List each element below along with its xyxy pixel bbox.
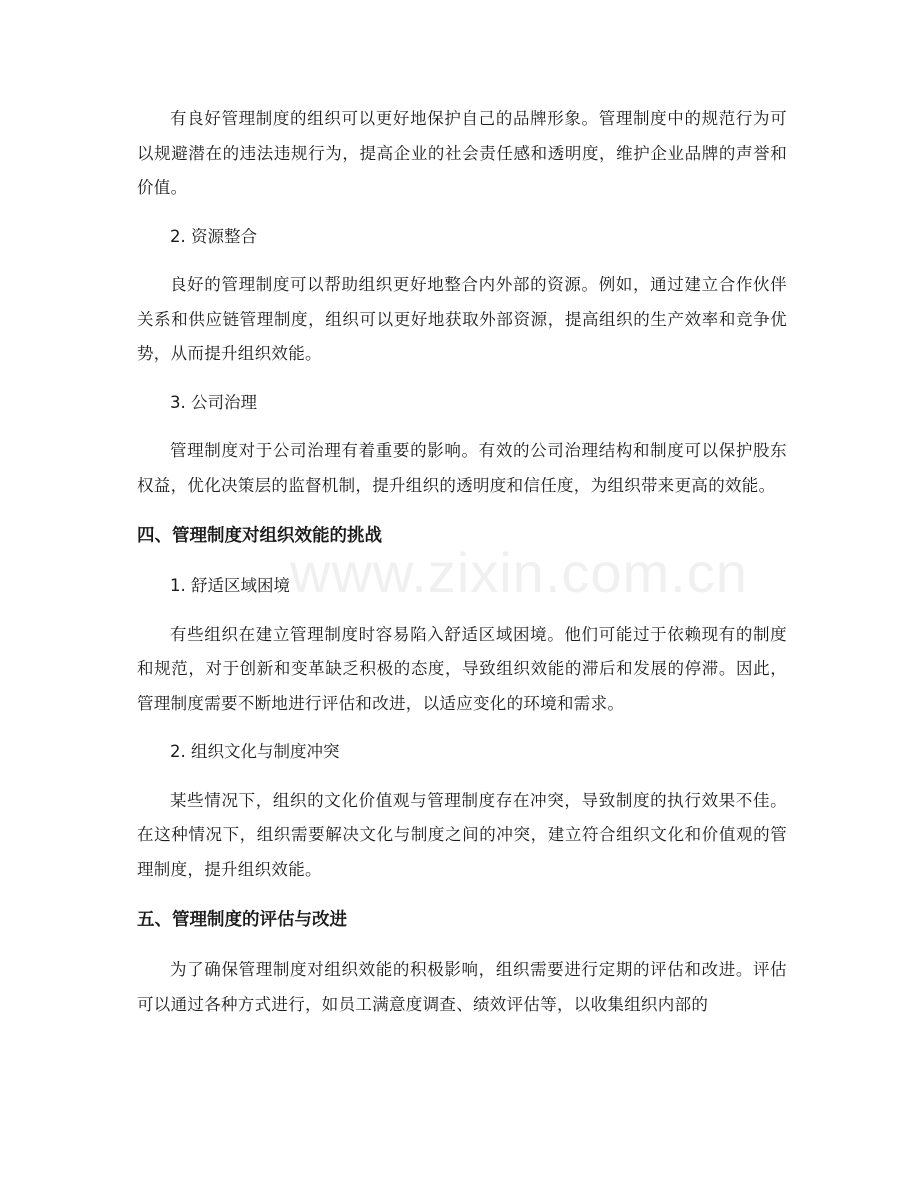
paragraph-comfort-zone: 有些组织在建立管理制度时容易陷入舒适区域困境。他们可能过于依赖现有的制度和规范，对于创新和变革缺乏积极的态度，导致组织效能的滞后和发展的停滞。因此，管理制度需要不断地进行评估和改进，以适应变化的环境和需求。 [137, 624, 787, 713]
paragraph-resource-integration: 良好的管理制度可以帮助组织更好地整合内外部的资源。例如，通过建立合作伙伴关系和供应链管理制度，组织可以更好地获取外部资源，提高组织的生产效率和竞争优势，从而提升组织效能。 [137, 275, 787, 363]
subheading-resource-integration: 2. 资源整合 [170, 226, 257, 246]
paragraph-corporate-governance: 管理制度对于公司治理有着重要的影响。有效的公司治理结构和制度可以保护股东权益，优化决策层的监督机制，提升组织的透明度和信任度，为组织带来更高的效能。 [137, 441, 787, 495]
section-heading-challenges: 四、管理制度对组织效能的挑战 [137, 526, 382, 546]
subheading-comfort-zone: 1. 舒适区域困境 [170, 576, 290, 595]
subheading-corporate-governance: 3. 公司治理 [170, 392, 257, 412]
subheading-culture-conflict: 2. 组织文化与制度冲突 [170, 742, 340, 761]
paragraph-culture-conflict: 某些情况下，组织的文化价值观与管理制度存在冲突，导致制度的执行效果不佳。在这种情况下，组织需要解决文化与制度之间的冲突，建立符合组织文化和价值观的管理制度，提升组织效能。 [137, 790, 787, 879]
paragraph-evaluation: 为了确保管理制度对组织效能的积极影响，组织需要进行定期的评估和改进。评估可以通过各种方式进行，如员工满意度调查、绩效评估等，以收集组织内部的 [137, 960, 787, 1014]
section-heading-evaluation: 五、管理制度的评估与改进 [137, 910, 347, 930]
paragraph-brand-image: 有良好管理制度的组织可以更好地保护自己的品牌形象。管理制度中的规范行为可以规避潜在的违法违规行为，提高企业的社会责任感和透明度，维护企业品牌的声誉和价值。 [137, 109, 787, 197]
document-body [137, 102, 787, 1022]
watermark-text: www.zixin.com.cn [290, 541, 748, 604]
